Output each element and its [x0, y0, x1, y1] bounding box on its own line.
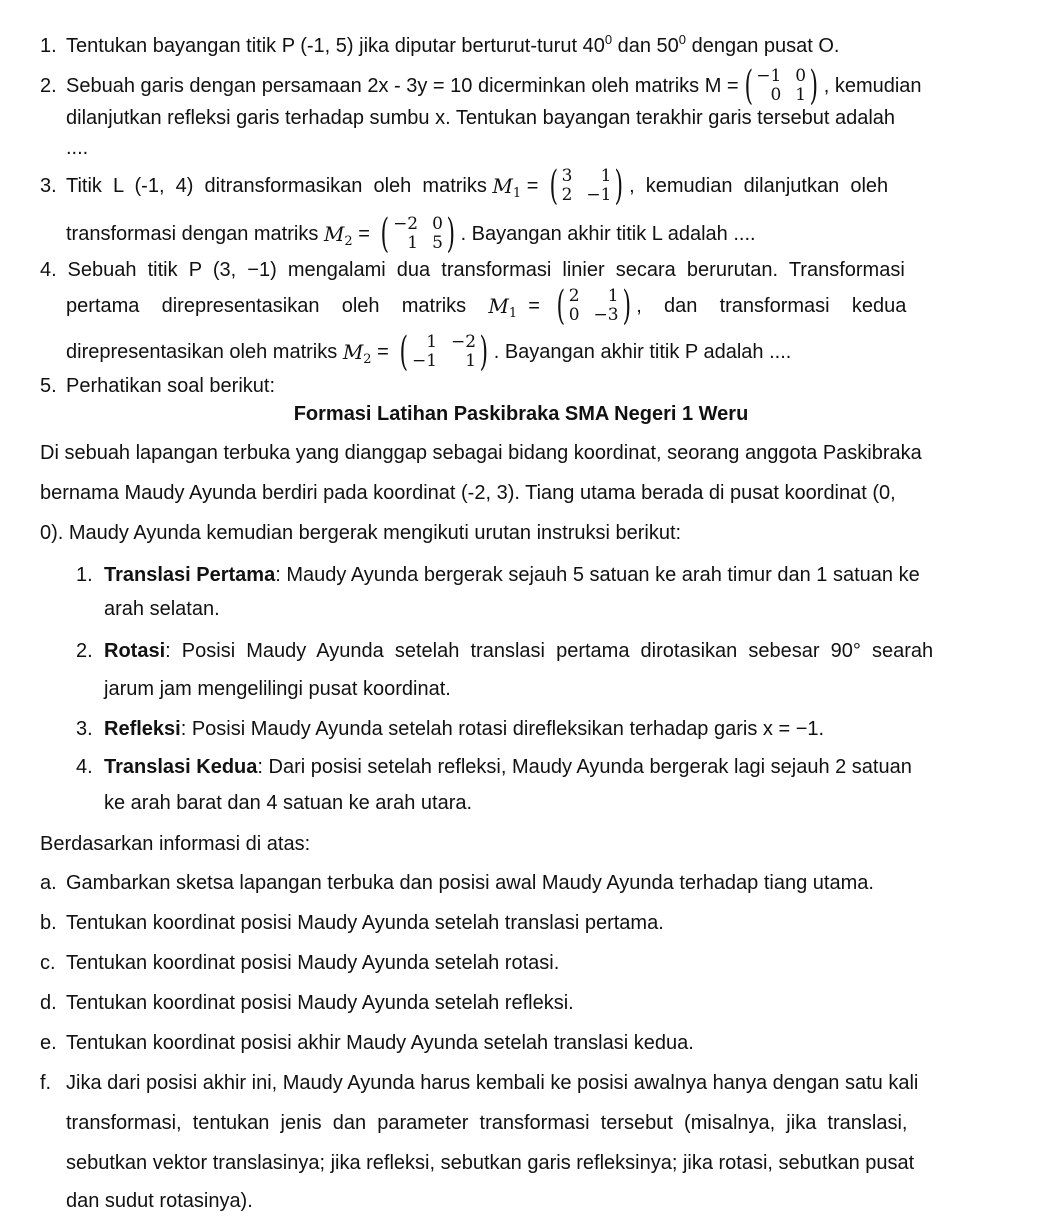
q2-text-a: Sebuah garis dengan persamaan 2x - 3y = 10 dicerminkan oleh matriks M = — [66, 75, 739, 97]
matrix-cell: 0 — [432, 214, 443, 234]
matrix-cell: −2 — [451, 332, 477, 352]
q3-m1-label: $M_1$ — [492, 174, 522, 201]
q2-line2: dilanjutkan refleksi garis terhadap sumbu x. Tentukan bayangan terakhir garis tersebut adalah — [66, 107, 896, 129]
q5-paragraph-line1: Di sebuah lapangan terbuka yang dianggap sebagai bidang koordinat, seorang anggota Paskibraka — [40, 442, 922, 464]
step-3-number: 3. — [76, 718, 93, 740]
q4-text-b: pertama direpresentasikan oleh matriks — [66, 295, 467, 317]
q4-m1-label: $M_1$ — [488, 294, 518, 321]
matrix-cell: 1 — [607, 286, 619, 306]
matrix-cell: 2 — [561, 185, 573, 205]
part-f-line2: transformasi, tentukan jenis dan parameter transformasi tersebut (misalnya, jika translasi, — [66, 1112, 908, 1134]
matrix-cell: 1 — [600, 166, 612, 186]
q3-line1 — [66, 162, 888, 210]
matrix-cell: 0 — [568, 305, 580, 325]
step-4-line1 — [104, 755, 912, 779]
step-1-number: 1. — [76, 564, 93, 586]
matrix-cell: 0 — [770, 85, 782, 105]
step-3-text: : Posisi Maudy Ayunda setelah rotasi direfleksikan terhadap garis x = −1. — [180, 718, 825, 740]
part-c-text: Tentukan koordinat posisi Maudy Ayunda setelah rotasi. — [66, 952, 560, 974]
part-c-label: c. — [40, 952, 56, 974]
q3-eq2: = — [352, 223, 376, 245]
q4-number: 4. — [40, 259, 57, 281]
step-1-line2: arah selatan. — [104, 598, 220, 620]
step-1-text: : Maudy Ayunda bergerak sejauh 5 satuan ke arah timur dan 1 satuan ke — [275, 564, 920, 586]
part-b-text: Tentukan koordinat posisi Maudy Ayunda setelah translasi pertama. — [66, 912, 664, 934]
q4-line2 — [66, 282, 906, 330]
step-2-title: Rotasi — [104, 640, 166, 662]
q5-paragraph-line2: bernama Maudy Ayunda berdiri pada koordinat (-2, 3). Tiang utama berada di pusat koordinat (0, — [40, 482, 896, 504]
q2-text-b: , kemudian — [823, 75, 922, 97]
q3-eq1: = — [521, 175, 544, 197]
step-4-title: Translasi Kedua — [104, 756, 258, 778]
q3-m2-label: $M_2$ — [323, 222, 353, 249]
q1-text-a: Tentukan bayangan titik P (-1, 5) jika diputar berturut-turut 40 — [66, 35, 605, 57]
matrix-cell: 2 — [568, 286, 580, 306]
part-b-label: b. — [40, 912, 57, 934]
q3-text-b: , kemudian dilanjutkan oleh — [629, 175, 889, 197]
q4-matrix-1: ( 2 1 0 −3 ) — [556, 283, 631, 329]
q5-intro: Perhatikan soal berikut: — [66, 375, 276, 397]
q3-matrix-2: ( −2 0 1 5 ) — [380, 211, 456, 257]
part-a-text: Gambarkan sketsa lapangan terbuka dan posisi awal Maudy Ayunda terhadap tiang utama. — [66, 872, 874, 894]
part-f-line1: Jika dari posisi akhir ini, Maudy Ayunda harus kembali ke posisi awalnya hanya dengan satu kali — [66, 1072, 919, 1094]
q4-matrix-2: ( 1 −2 −1 1 ) — [399, 329, 489, 375]
part-e-text: Tentukan koordinat posisi akhir Maudy Ayunda setelah translasi kedua. — [66, 1032, 694, 1054]
part-a-label: a. — [40, 872, 57, 894]
q3-text-d: . Bayangan akhir titik L adalah .... — [460, 223, 756, 245]
step-1-line1 — [104, 563, 920, 587]
matrix-cell: −2 — [393, 214, 419, 234]
q5-title: Formasi Latihan Paskibraka SMA Negeri 1 Weru — [293, 403, 749, 425]
matrix-cell: 0 — [795, 66, 807, 86]
q4-text-c: , dan transformasi kedua — [636, 295, 907, 317]
q3-matrix-1: ( 3 1 2 −1 ) — [549, 163, 624, 209]
q4-eq2: = — [371, 341, 395, 363]
matrix-cell: 5 — [432, 233, 443, 253]
step-4-number: 4. — [76, 756, 93, 778]
part-f-label: f. — [40, 1072, 52, 1094]
q3-text-a: Titik L (-1, 4) ditransformasikan oleh matriks — [66, 175, 487, 197]
q3-number: 3. — [40, 175, 57, 197]
part-f-line3: sebutkan vektor translasinya; jika refleksi, sebutkan garis refleksinya; jika rotasi, sebutkan pusat — [66, 1152, 915, 1174]
matrix-cell: −1 — [411, 351, 438, 371]
step-2-line1 — [104, 639, 933, 663]
part-d-text: Tentukan koordinat posisi Maudy Ayunda setelah refleksi. — [66, 992, 574, 1014]
q4-text-e: . Bayangan akhir titik P adalah .... — [493, 341, 792, 363]
q2-number: 2. — [40, 75, 57, 97]
q4-text-d: direpresentasikan oleh matriks — [66, 341, 338, 363]
q1-sup1: 0 — [604, 32, 613, 47]
part-f-line4: dan sudut rotasinya). — [66, 1190, 253, 1212]
part-d-label: d. — [40, 992, 57, 1014]
q4-m2-label: $M_2$ — [342, 340, 372, 367]
q4-line3 — [66, 328, 791, 376]
step-3-line1 — [104, 717, 824, 741]
q1-number: 1. — [40, 35, 57, 57]
based-on-label: Berdasarkan informasi di atas: — [40, 833, 311, 855]
step-2-text: : Posisi Maudy Ayunda setelah translasi pertama dirotasikan sebesar 90° searah — [165, 640, 934, 662]
q3-text-c: transformasi dengan matriks — [66, 223, 319, 245]
q5-number: 5. — [40, 375, 57, 397]
q3-line2 — [66, 210, 756, 258]
q2-text — [66, 62, 922, 110]
q1-text-c: dengan pusat O. — [686, 35, 840, 57]
step-1-title: Translasi Pertama — [104, 564, 276, 586]
q1-text-b: dan 50 — [612, 35, 679, 57]
step-2-line2: jarum jam mengelilingi pusat koordinat. — [104, 678, 451, 700]
q2-line3: .... — [66, 137, 89, 159]
part-e-label: e. — [40, 1032, 57, 1054]
matrix-cell: 1 — [795, 85, 807, 105]
step-4-line2: ke arah barat dan 4 satuan ke arah utara. — [104, 792, 473, 814]
q1-text — [66, 34, 839, 58]
step-4-text: : Dari posisi setelah refleksi, Maudy Ayunda bergerak lagi sejauh 2 satuan — [257, 756, 912, 778]
matrix-cell: 1 — [426, 332, 438, 352]
q4-eq1: = — [517, 295, 552, 317]
matrix-cell: −1 — [586, 185, 612, 205]
q4-line1: Sebuah titik P (3, −1) mengalami dua transformasi linier secara berurutan. Transformasi — [62, 259, 905, 281]
matrix-cell: 3 — [561, 166, 573, 186]
matrix-cell: 1 — [407, 233, 419, 253]
matrix-cell: −3 — [593, 305, 619, 325]
step-3-title: Refleksi — [104, 718, 181, 740]
step-2-number: 2. — [76, 640, 93, 662]
q5-paragraph-line3: 0). Maudy Ayunda kemudian bergerak mengikuti urutan instruksi berikut: — [40, 522, 682, 544]
q1-sup2: 0 — [678, 32, 687, 47]
q2-matrix: ( −1 0 0 1 ) — [744, 63, 819, 109]
matrix-cell: −1 — [756, 66, 782, 86]
matrix-cell: 1 — [465, 351, 477, 371]
